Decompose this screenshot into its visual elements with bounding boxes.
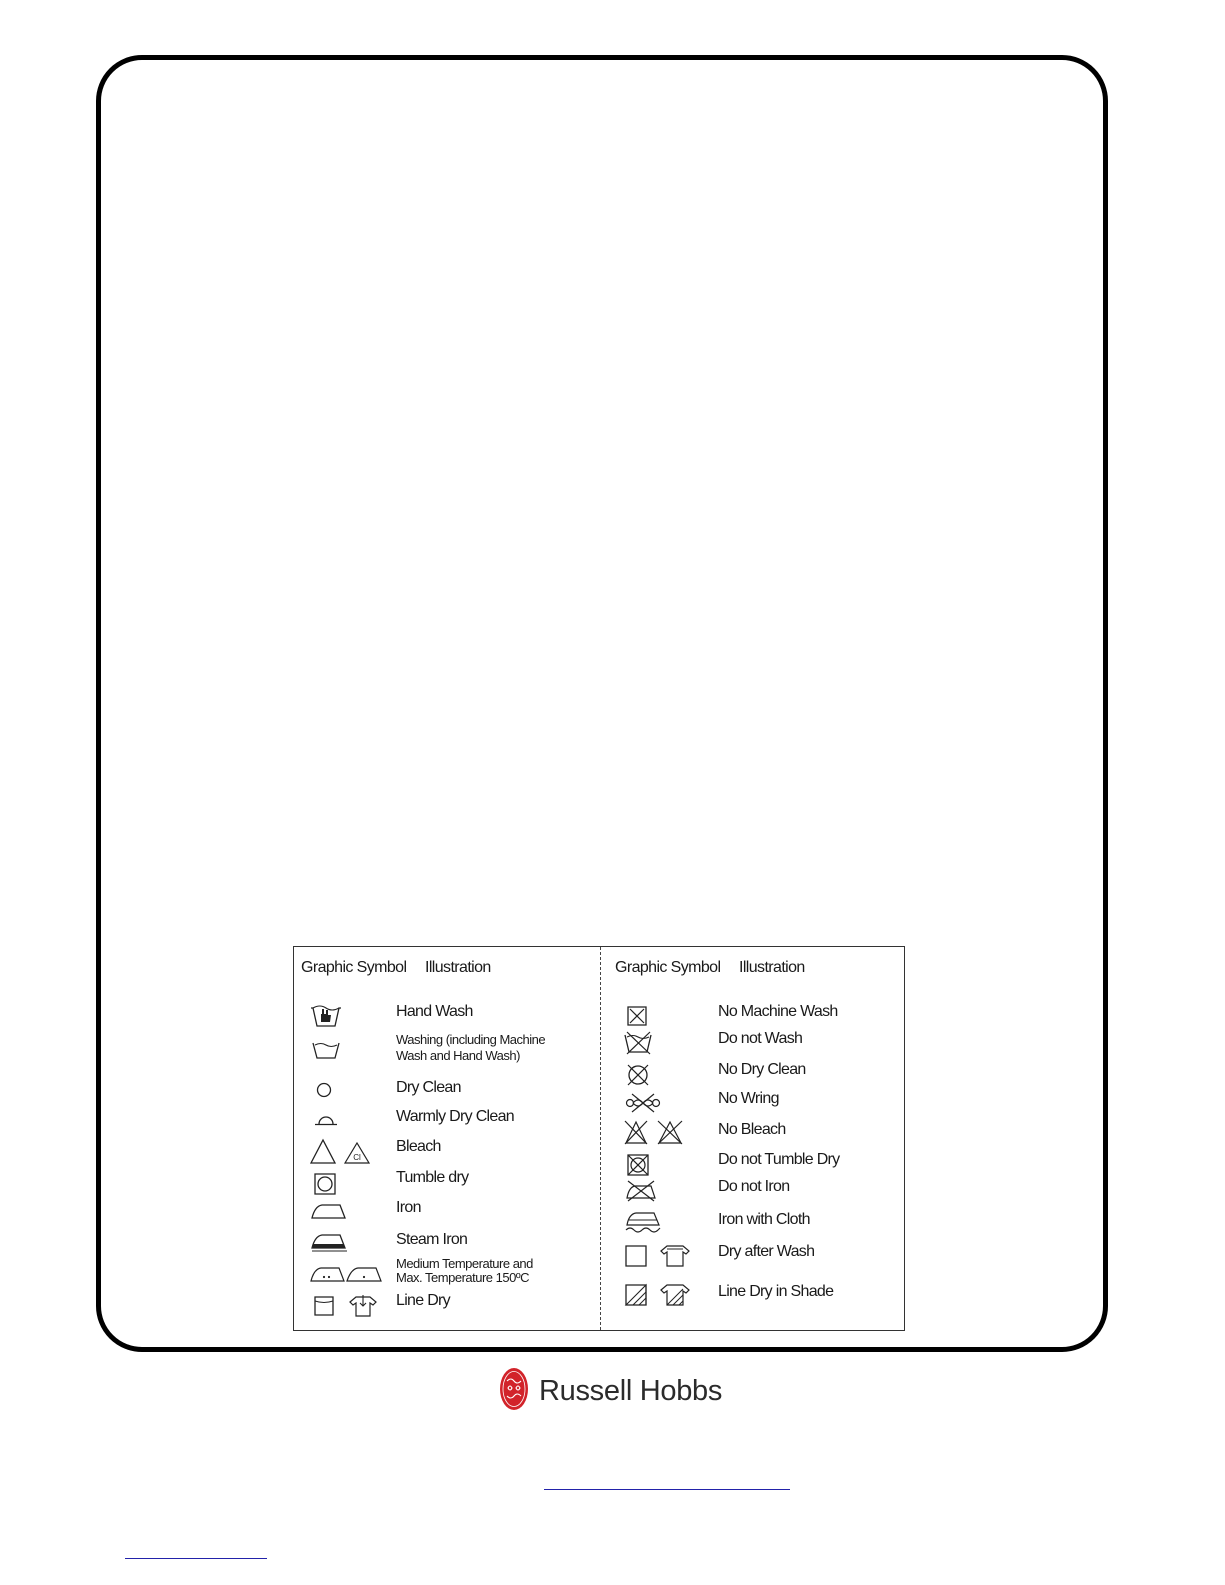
- bleach-label: Bleach: [396, 1138, 441, 1155]
- underline-rule: [544, 1489, 790, 1490]
- iron-with-cloth-icon: [625, 1211, 661, 1235]
- no-dry-clean-label: No Dry Clean: [718, 1061, 806, 1078]
- bleach-icon: [310, 1138, 372, 1164]
- washing-label-line2: Wash and Hand Wash): [396, 1048, 520, 1063]
- bleach-icon-text: Cl: [353, 1153, 361, 1162]
- do-not-iron-icon: [625, 1180, 657, 1202]
- tumble-dry-label: Tumble dry: [396, 1169, 469, 1186]
- care-symbols-table: [293, 946, 905, 1331]
- washing-icon: [312, 1041, 340, 1059]
- no-machine-wash-label: No Machine Wash: [718, 1003, 838, 1020]
- warmly-dry-clean-label: Warmly Dry Clean: [396, 1108, 514, 1125]
- iron-icon: [310, 1202, 346, 1220]
- no-machine-wash-icon: [627, 1006, 647, 1026]
- no-bleach-icon: [624, 1119, 684, 1145]
- no-wring-label: No Wring: [718, 1090, 779, 1107]
- line-dry-in-shade-icon: [625, 1283, 691, 1307]
- dry-clean-icon: [316, 1082, 332, 1098]
- hand-wash-label: Hand Wash: [396, 1003, 473, 1020]
- iron-with-cloth-label: Iron with Cloth: [718, 1211, 810, 1228]
- steam-iron-icon: [310, 1233, 348, 1253]
- right-header-symbol: Graphic Symbol: [615, 959, 721, 976]
- do-not-tumble-dry-label: Do not Tumble Dry: [718, 1151, 840, 1168]
- dry-after-wash-label: Dry after Wash: [718, 1243, 815, 1260]
- line-dry-in-shade-label: Line Dry in Shade: [718, 1283, 834, 1300]
- dry-after-wash-icon: [625, 1244, 691, 1268]
- warmly-dry-clean-icon: [314, 1110, 338, 1128]
- brand-logo: [499, 1367, 722, 1416]
- do-not-wash-icon: [624, 1031, 652, 1055]
- no-bleach-label: No Bleach: [718, 1121, 786, 1138]
- do-not-wash-label: Do not Wash: [718, 1030, 803, 1047]
- hand-wash-icon: [310, 1002, 342, 1028]
- medium-temp-label-line2: Max. Temperature 150ºC: [396, 1270, 529, 1285]
- steam-iron-label: Steam Iron: [396, 1231, 468, 1248]
- footer-underline-rule: [125, 1558, 267, 1559]
- medium-temp-label-line1: Medium Temperature and: [396, 1256, 533, 1271]
- no-dry-clean-icon: [627, 1064, 649, 1086]
- column-divider: [600, 947, 601, 1330]
- no-wring-icon: [624, 1093, 662, 1113]
- tumble-dry-icon: [314, 1173, 336, 1195]
- brand-emblem-icon: [499, 1367, 529, 1416]
- washing-label-line1: Washing (including Machine: [396, 1032, 546, 1047]
- left-header-symbol: Graphic Symbol: [301, 959, 407, 976]
- right-header-illustration: Illustration: [739, 959, 805, 976]
- medium-temp-iron-icon: [310, 1265, 382, 1283]
- do-not-tumble-dry-icon: [627, 1154, 649, 1176]
- left-header-illustration: Illustration: [425, 959, 491, 976]
- dry-clean-label: Dry Clean: [396, 1079, 461, 1096]
- do-not-iron-label: Do not Iron: [718, 1178, 790, 1195]
- iron-label: Iron: [396, 1199, 421, 1216]
- brand-name: Russell Hobbs: [539, 1375, 723, 1407]
- line-dry-icon: [314, 1294, 378, 1318]
- line-dry-label: Line Dry: [396, 1292, 450, 1309]
